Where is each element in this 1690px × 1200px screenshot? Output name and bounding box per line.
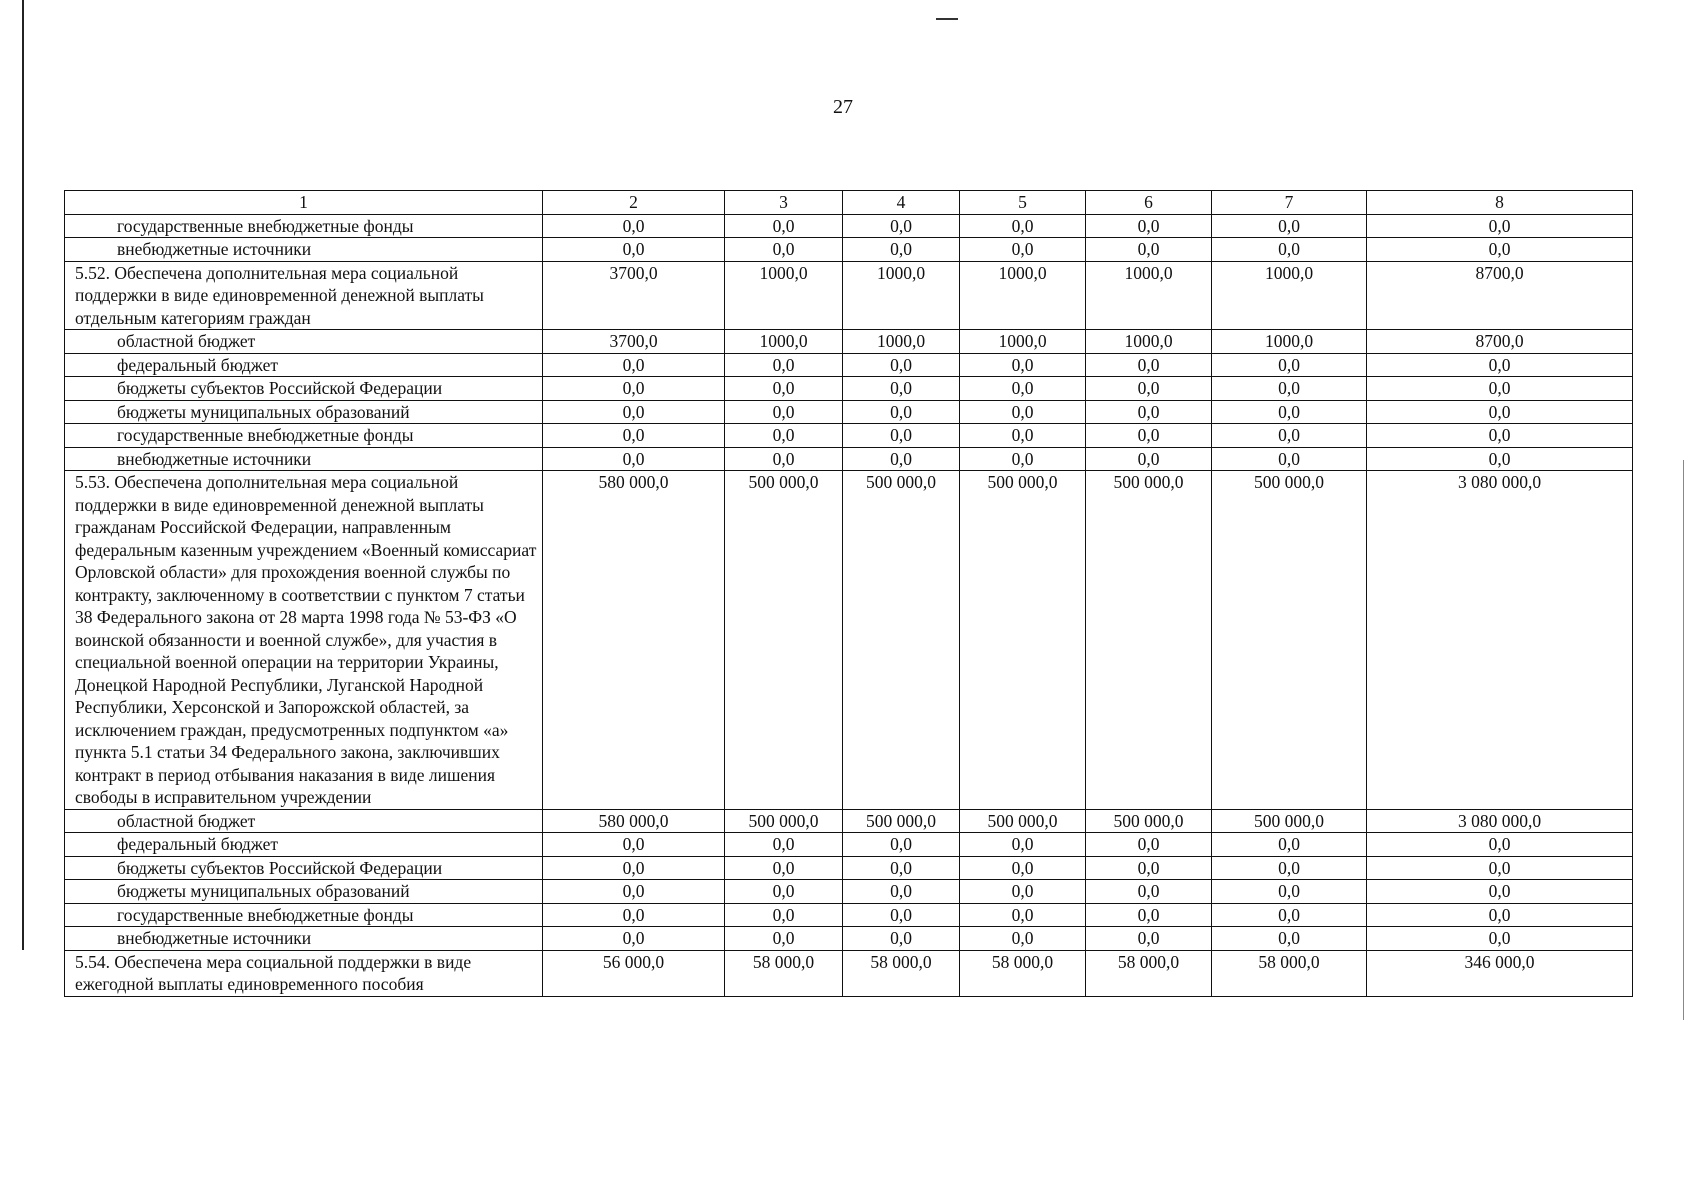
value-cell: 0,0 [1212,377,1367,401]
value-cell: 0,0 [543,880,725,904]
value-cell: 3700,0 [543,330,725,354]
value-cell: 0,0 [1212,880,1367,904]
value-cell: 3 080 000,0 [1367,471,1633,810]
funding-source-label: бюджеты муниципальных образований [65,400,543,424]
column-header: 1 [65,191,543,215]
value-cell: 0,0 [1367,214,1633,238]
table-row-source [65,377,1633,401]
value-cell: 0,0 [1086,377,1212,401]
value-cell: 0,0 [725,238,843,262]
value-cell: 500 000,0 [1212,809,1367,833]
value-cell: 0,0 [1212,903,1367,927]
value-cell: 0,0 [725,903,843,927]
value-cell: 500 000,0 [725,471,843,810]
value-cell: 0,0 [1086,424,1212,448]
budget-table [64,190,1633,997]
value-cell: 0,0 [843,880,960,904]
table-row-source [65,238,1633,262]
value-cell: 346 000,0 [1367,950,1633,996]
value-cell: 1000,0 [1086,330,1212,354]
value-cell: 0,0 [960,927,1086,951]
funding-source-label: федеральный бюджет [65,353,543,377]
value-cell: 56 000,0 [543,950,725,996]
value-cell: 0,0 [1086,927,1212,951]
value-cell: 0,0 [543,377,725,401]
value-cell: 0,0 [725,856,843,880]
value-cell: 58 000,0 [1086,950,1212,996]
funding-source-label: бюджеты субъектов Российской Федерации [65,377,543,401]
value-cell: 0,0 [725,377,843,401]
scan-edge-right [1683,460,1684,1020]
funding-source-label: бюджеты муниципальных образований [65,880,543,904]
funding-source-label: государственные внебюджетные фонды [65,214,543,238]
value-cell: 0,0 [960,238,1086,262]
value-cell: 0,0 [1367,238,1633,262]
value-cell: 0,0 [725,833,843,857]
value-cell: 0,0 [843,353,960,377]
value-cell: 0,0 [1086,353,1212,377]
value-cell: 0,0 [1367,903,1633,927]
value-cell: 3 080 000,0 [1367,809,1633,833]
value-cell: 1000,0 [843,261,960,330]
value-cell: 0,0 [1212,833,1367,857]
funding-source-label: областной бюджет [65,809,543,833]
value-cell: 0,0 [725,424,843,448]
value-cell: 0,0 [543,353,725,377]
table-row-source [65,903,1633,927]
page-number: 27 [833,96,853,118]
value-cell: 500 000,0 [960,809,1086,833]
value-cell: 58 000,0 [725,950,843,996]
funding-source-label: внебюджетные источники [65,927,543,951]
value-cell: 0,0 [843,377,960,401]
value-cell: 0,0 [960,400,1086,424]
value-cell: 0,0 [543,833,725,857]
value-cell: 0,0 [725,927,843,951]
value-cell: 0,0 [1367,400,1633,424]
value-cell: 0,0 [1086,238,1212,262]
column-header: 4 [843,191,960,215]
table-row-source [65,214,1633,238]
value-cell: 8700,0 [1367,261,1633,330]
value-cell: 500 000,0 [843,809,960,833]
funding-source-label: бюджеты субъектов Российской Федерации [65,856,543,880]
table-row-source [65,353,1633,377]
table-row-source [65,424,1633,448]
value-cell: 0,0 [960,214,1086,238]
value-cell: 0,0 [725,880,843,904]
value-cell: 0,0 [543,400,725,424]
value-cell: 0,0 [960,424,1086,448]
value-cell: 0,0 [725,353,843,377]
value-cell: 0,0 [960,856,1086,880]
table-row-item [65,950,1633,996]
value-cell: 0,0 [1367,927,1633,951]
value-cell: 0,0 [960,833,1086,857]
item-description: 5.53. Обеспечена дополнительная мера социальной поддержки в виде единовременной денежной выплаты гражданам Российской Федерации, направленным федеральным казенным учреждением «Военный комиссариат Орловской области» для прохождения военной службы по контракту, заключенному в соответствии с пунктом 7 статьи 38 Федерального закона от 28 марта 1998 года № 53-ФЗ «О воинской обязанности и военной службе», для участия в специальной военной операции на территории Украины, Донецкой Народной Республики, Луганской Народной Республики, Херсонской и Запорожской областей, за исключением граждан, предусмотренных подпунктом «а» пункта 5.1 статьи 34 Федерального закона, заключивших контракт в период отбывания наказания в виде лишения свободы в исправительном учреждении [65,471,543,810]
value-cell: 1000,0 [725,261,843,330]
value-cell: 0,0 [843,214,960,238]
value-cell: 500 000,0 [1212,471,1367,810]
scan-mark [936,18,958,20]
value-cell: 0,0 [543,424,725,448]
value-cell: 0,0 [1086,833,1212,857]
table-row-source [65,833,1633,857]
value-cell: 0,0 [1212,400,1367,424]
funding-source-label: государственные внебюджетные фонды [65,424,543,448]
value-cell: 0,0 [1367,856,1633,880]
column-header: 5 [960,191,1086,215]
column-header: 8 [1367,191,1633,215]
table-row-item [65,261,1633,330]
table-body [65,191,1633,997]
value-cell: 58 000,0 [960,950,1086,996]
value-cell: 1000,0 [1212,330,1367,354]
funding-source-label: областной бюджет [65,330,543,354]
value-cell: 0,0 [1086,447,1212,471]
value-cell: 0,0 [843,424,960,448]
value-cell: 0,0 [843,238,960,262]
value-cell: 0,0 [725,447,843,471]
value-cell: 1000,0 [960,261,1086,330]
column-header: 6 [1086,191,1212,215]
value-cell: 0,0 [960,377,1086,401]
table-row-source [65,330,1633,354]
funding-source-label: государственные внебюджетные фонды [65,903,543,927]
value-cell: 0,0 [1367,833,1633,857]
value-cell: 0,0 [543,903,725,927]
value-cell: 0,0 [1212,927,1367,951]
value-cell: 0,0 [960,880,1086,904]
value-cell: 0,0 [843,927,960,951]
table-row-source [65,856,1633,880]
value-cell: 0,0 [843,833,960,857]
table-row-source [65,447,1633,471]
value-cell: 500 000,0 [725,809,843,833]
value-cell: 1000,0 [960,330,1086,354]
funding-source-label: федеральный бюджет [65,833,543,857]
value-cell: 0,0 [1086,880,1212,904]
value-cell: 0,0 [1212,856,1367,880]
column-header: 3 [725,191,843,215]
value-cell: 8700,0 [1367,330,1633,354]
value-cell: 0,0 [1367,447,1633,471]
value-cell: 0,0 [1086,400,1212,424]
table-row-source [65,927,1633,951]
value-cell: 1000,0 [1212,261,1367,330]
value-cell: 1000,0 [1086,261,1212,330]
value-cell: 58 000,0 [843,950,960,996]
item-description: 5.52. Обеспечена дополнительная мера социальной поддержки в виде единовременной денежной выплаты отдельным категориям граждан [65,261,543,330]
value-cell: 0,0 [843,447,960,471]
table-row-source [65,809,1633,833]
value-cell: 0,0 [1212,214,1367,238]
value-cell: 0,0 [1212,238,1367,262]
value-cell: 580 000,0 [543,471,725,810]
value-cell: 0,0 [1086,856,1212,880]
funding-source-label: внебюджетные источники [65,238,543,262]
column-header: 2 [543,191,725,215]
value-cell: 0,0 [1212,424,1367,448]
value-cell: 0,0 [543,927,725,951]
value-cell: 0,0 [1212,447,1367,471]
value-cell: 0,0 [960,447,1086,471]
value-cell: 0,0 [1367,353,1633,377]
value-cell: 0,0 [1086,214,1212,238]
value-cell: 0,0 [543,856,725,880]
value-cell: 0,0 [1367,880,1633,904]
value-cell: 3700,0 [543,261,725,330]
value-cell: 1000,0 [843,330,960,354]
value-cell: 0,0 [1367,424,1633,448]
value-cell: 0,0 [1212,353,1367,377]
value-cell: 0,0 [960,353,1086,377]
value-cell: 0,0 [725,214,843,238]
value-cell: 500 000,0 [843,471,960,810]
item-description: 5.54. Обеспечена мера социальной поддержки в виде ежегодной выплаты единовременного пособия [65,950,543,996]
scan-edge-left [22,0,24,950]
value-cell: 0,0 [843,856,960,880]
value-cell: 500 000,0 [1086,471,1212,810]
value-cell: 0,0 [543,447,725,471]
value-cell: 0,0 [1367,377,1633,401]
value-cell: 0,0 [843,903,960,927]
funding-source-label: внебюджетные источники [65,447,543,471]
value-cell: 0,0 [960,903,1086,927]
value-cell: 58 000,0 [1212,950,1367,996]
column-header: 7 [1212,191,1367,215]
table-row-source [65,880,1633,904]
value-cell: 1000,0 [725,330,843,354]
value-cell: 0,0 [725,400,843,424]
value-cell: 0,0 [543,214,725,238]
value-cell: 580 000,0 [543,809,725,833]
table-row-item [65,471,1633,810]
table-header-row [65,191,1633,215]
table-row-source [65,400,1633,424]
value-cell: 0,0 [543,238,725,262]
value-cell: 0,0 [1086,903,1212,927]
value-cell: 500 000,0 [1086,809,1212,833]
value-cell: 0,0 [843,400,960,424]
value-cell: 500 000,0 [960,471,1086,810]
